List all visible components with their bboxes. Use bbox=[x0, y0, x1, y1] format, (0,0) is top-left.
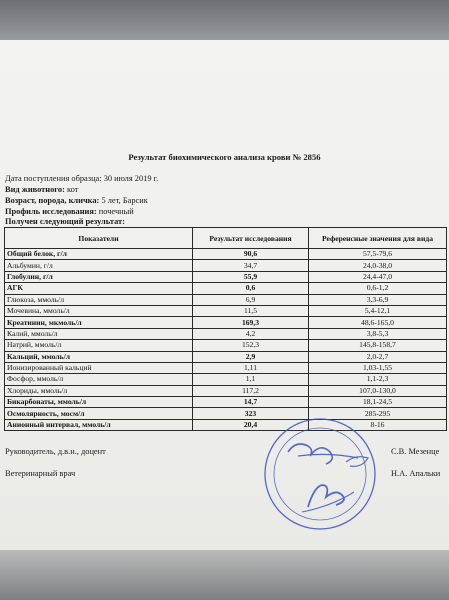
result-value-cell: 1,1 bbox=[193, 374, 309, 385]
reference-range-cell: 24,4-47,0 bbox=[309, 271, 447, 282]
meta-profile-value: почечный bbox=[98, 207, 134, 216]
result-value-cell: 6,9 bbox=[193, 294, 309, 305]
result-value-cell: 0,6 bbox=[193, 283, 309, 294]
vet-role: Ветеринарный врач bbox=[5, 469, 76, 478]
table-row bbox=[5, 283, 447, 294]
meta-age-value: 5 лет, Барсик bbox=[101, 196, 148, 205]
table-row bbox=[5, 317, 447, 328]
stamp-seal bbox=[258, 412, 408, 537]
table-row bbox=[5, 294, 447, 305]
header-result: Результат исследования bbox=[193, 228, 309, 249]
param-name-cell: Хлориды, ммоль/л bbox=[5, 385, 193, 396]
result-value-cell: 55,9 bbox=[193, 271, 309, 282]
header-reference: Референсные значения для вида bbox=[309, 228, 447, 249]
result-value-cell: 152,3 bbox=[193, 340, 309, 351]
reference-range-cell: 3,8-5,3 bbox=[309, 328, 447, 339]
reference-range-cell: 1,1-2,3 bbox=[309, 374, 447, 385]
param-name-cell: Альбумин, г/л bbox=[5, 260, 193, 271]
table-row bbox=[5, 362, 447, 373]
stamp-inner-ring bbox=[274, 428, 366, 520]
param-name-cell: Глюкоза, ммоль/л bbox=[5, 294, 193, 305]
reference-range-cell: 57,5-79,6 bbox=[309, 249, 447, 260]
reference-range-cell: 1,03-1,55 bbox=[309, 362, 447, 373]
meta-animal-label: Вид животного: bbox=[5, 185, 65, 194]
background-bottom bbox=[0, 550, 449, 600]
header-parameter: Показатели bbox=[5, 228, 193, 249]
result-value-cell: 14,7 bbox=[193, 397, 309, 408]
param-name-cell: Креатинин, мкмоль/л bbox=[5, 317, 193, 328]
meta-age bbox=[5, 196, 148, 205]
param-name-cell: Фосфор, ммоль/л bbox=[5, 374, 193, 385]
results-table bbox=[4, 227, 447, 431]
table-row bbox=[5, 260, 447, 271]
table-row bbox=[5, 351, 447, 362]
meta-animal bbox=[5, 185, 78, 194]
param-name-cell: Ионизированный кальций bbox=[5, 362, 193, 373]
reference-range-cell: 107,0-130,0 bbox=[309, 385, 447, 396]
result-value-cell: 34,7 bbox=[193, 260, 309, 271]
result-value-cell: 90,6 bbox=[193, 249, 309, 260]
table-row bbox=[5, 385, 447, 396]
reference-range-cell: 3,3-6,9 bbox=[309, 294, 447, 305]
table-row bbox=[5, 397, 447, 408]
result-value-cell: 117,2 bbox=[193, 385, 309, 396]
meta-result-intro-label: Получен следующий результат: bbox=[5, 217, 125, 226]
reference-range-cell: 5,4-12,1 bbox=[309, 305, 447, 316]
param-name-cell: Осмолярность, мосм/л bbox=[5, 408, 193, 419]
param-name-cell: Общий белок, г/л bbox=[5, 249, 193, 260]
meta-result-intro bbox=[5, 217, 125, 226]
table-row bbox=[5, 249, 447, 260]
reference-range-cell: 285-295 bbox=[309, 408, 447, 419]
meta-date-value: Дата поступления образца: 30 июля 2019 г. bbox=[5, 174, 159, 183]
result-value-cell: 1,11 bbox=[193, 362, 309, 373]
meta-profile bbox=[5, 207, 134, 216]
reference-range-cell: 8-16 bbox=[309, 419, 447, 430]
meta-date bbox=[5, 174, 158, 183]
param-name-cell: Бикарбонаты, ммоль/л bbox=[5, 397, 193, 408]
param-name-cell: Натрий, ммоль/л bbox=[5, 340, 193, 351]
result-value-cell: 323 bbox=[193, 408, 309, 419]
result-value-cell: 11,5 bbox=[193, 305, 309, 316]
table-row bbox=[5, 340, 447, 351]
table-header-row bbox=[5, 228, 447, 249]
table-row bbox=[5, 305, 447, 316]
background-top bbox=[0, 0, 449, 40]
meta-age-label: Возраст, порода, кличка: bbox=[5, 196, 100, 205]
table-body bbox=[5, 249, 447, 431]
reference-range-cell: 18,1-24,5 bbox=[309, 397, 447, 408]
meta-profile-label: Профиль исследования: bbox=[5, 207, 97, 216]
signature-mark-2 bbox=[298, 454, 358, 458]
reference-range-cell: 0,6-1,2 bbox=[309, 283, 447, 294]
param-name-cell: АГК bbox=[5, 283, 193, 294]
signature-mark-3 bbox=[308, 485, 344, 507]
table-row bbox=[5, 328, 447, 339]
result-value-cell: 169,3 bbox=[193, 317, 309, 328]
reference-range-cell: 24,0-38,0 bbox=[309, 260, 447, 271]
reference-range-cell: 2,0-2,7 bbox=[309, 351, 447, 362]
stamp-outer-ring bbox=[265, 419, 375, 529]
result-value-cell: 20,4 bbox=[193, 419, 309, 430]
head-role: Руководитель, д.в.н., доцент bbox=[5, 447, 106, 456]
param-name-cell: Кальций, ммоль/л bbox=[5, 351, 193, 362]
param-name-cell: Анионный интервал, ммоль/л bbox=[5, 419, 193, 430]
vet-name: Н.А. Апальки bbox=[391, 469, 441, 478]
document-title: Результат биохимического анализа крови № 2856 bbox=[128, 152, 321, 162]
param-name-cell: Мочевина, ммоль/л bbox=[5, 305, 193, 316]
meta-animal-value: кот bbox=[66, 185, 79, 194]
head-name: С.В. Мезенце bbox=[391, 447, 440, 456]
result-value-cell: 2,9 bbox=[193, 351, 309, 362]
table-row bbox=[5, 271, 447, 282]
result-value-cell: 4,2 bbox=[193, 328, 309, 339]
table-row bbox=[5, 374, 447, 385]
param-name-cell: Калий, ммоль/л bbox=[5, 328, 193, 339]
reference-range-cell: 145,8-158,7 bbox=[309, 340, 447, 351]
reference-range-cell: 48,6-165,0 bbox=[309, 317, 447, 328]
param-name-cell: Глобулин, г/л bbox=[5, 271, 193, 282]
